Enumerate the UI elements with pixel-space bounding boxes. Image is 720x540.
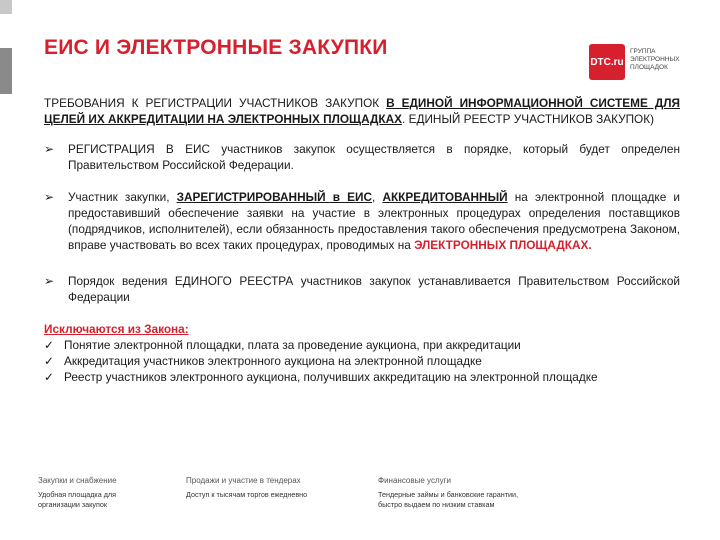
footer-col-sales xyxy=(186,476,376,500)
footer-col-title: Финансовые услуги xyxy=(378,476,452,485)
bullet-text xyxy=(68,189,680,253)
check-icon: ✓ xyxy=(44,354,54,368)
arrow-bullet-icon: ➢ xyxy=(44,142,55,156)
bullet-text: РЕГИСТРАЦИЯ В ЕИС участников закупок осуществляется в порядке, который будет определен Правительством Российской Федерации. xyxy=(68,142,680,172)
exclusion-item xyxy=(44,369,680,385)
footer-col-title: Закупки и снабжение xyxy=(38,476,117,485)
exclusion-text: Понятие электронной площадки, плата за проведение аукциона, при аккредитации xyxy=(64,338,521,352)
intro-paragraph xyxy=(44,95,680,127)
arrow-bullet-icon: ➢ xyxy=(44,274,55,288)
b2-registered: ЗАРЕГИСТРИРОВАННЫЙ в ЕИС xyxy=(176,190,373,204)
exclusions-title: Исключаются из Закона: xyxy=(44,322,189,336)
footer-col-title: Продажи и участие в тендерах xyxy=(186,476,301,485)
b2-platforms: ЭЛЕКТРОННЫХ ПЛОЩАДКАХ. xyxy=(414,238,592,252)
exclusion-text: Аккредитация участников электронного аукциона на электронной площадке xyxy=(64,354,482,368)
b2-t5: на электронной площадке и предоставивший обеспечение заявки на участие в электронных процедурах определения поставщиков (подрядчиков, исполнителей), если обязанность предоставления такого обеспечения предусмотрена Законом, вправе участвовать во всех таких процедурах, проводимых на xyxy=(68,190,680,252)
exclusion-text: Реестр участников электронного аукциона, получивших аккредитацию на электронной площадке xyxy=(64,370,598,384)
intro-part1: ТРЕБОВАНИЯ К РЕГИСТРАЦИИ УЧАСТНИКОВ ЗАКУПОК xyxy=(44,96,387,110)
footer-col-finance xyxy=(378,476,568,510)
arrow-bullet-icon: ➢ xyxy=(44,190,55,204)
left-accent-top xyxy=(0,0,12,14)
footer xyxy=(38,476,658,516)
exclusion-item xyxy=(44,337,680,353)
logo-line: ЭЛЕКТРОННЫХ xyxy=(630,56,680,63)
bullet-text: Порядок ведения ЕДИНОГО РЕЕСТРА участников закупок устанавливается Правительством Российской Федерации xyxy=(68,274,680,304)
b2-t3: , xyxy=(372,190,383,204)
bullet-registry xyxy=(44,273,680,305)
bullet-participant xyxy=(44,189,680,253)
footer-col-desc: Тендерные займы и банковские гарантии, xyxy=(378,490,519,499)
check-icon: ✓ xyxy=(44,370,54,384)
check-icon: ✓ xyxy=(44,338,54,352)
footer-col-desc: Удобная площадка для xyxy=(38,490,117,499)
bullet-registration xyxy=(44,141,680,173)
slide-title: ЕИС И ЭЛЕКТРОННЫЕ ЗАКУПКИ xyxy=(44,36,388,59)
exclusion-item xyxy=(44,353,680,369)
logo-mark: DTC.ru xyxy=(589,44,625,80)
intro-emphasis: В ЕДИНОЙ ИНФОРМАЦИОННОЙ СИСТЕМЕ ДЛЯ ЦЕЛЕЙ ИХ АККРЕДИТАЦИИ НА ЭЛЕКТРОННЫХ ПЛОЩАДКАХ xyxy=(44,96,680,126)
logo-caption xyxy=(630,48,690,72)
company-logo xyxy=(589,44,689,80)
logo-line: ГРУППА xyxy=(630,48,656,55)
slide-content xyxy=(44,95,680,385)
logo-line: ПЛОЩАДОК xyxy=(630,64,668,71)
b2-accredited: АККРЕДИТОВАННЫЙ xyxy=(382,190,508,204)
footer-col-desc: Доступ к тысячам торгов ежедневно xyxy=(186,490,308,499)
intro-part3: . ЕДИНЫЙ РЕЕСТР УЧАСТНИКОВ ЗАКУПОК) xyxy=(402,112,655,126)
footer-col-desc: быстро выдаем по низким ставкам xyxy=(378,500,495,509)
footer-col-desc: организации закупок xyxy=(38,500,108,509)
left-accent-bar xyxy=(0,48,12,94)
b2-t1: Участник закупки, xyxy=(68,190,177,204)
